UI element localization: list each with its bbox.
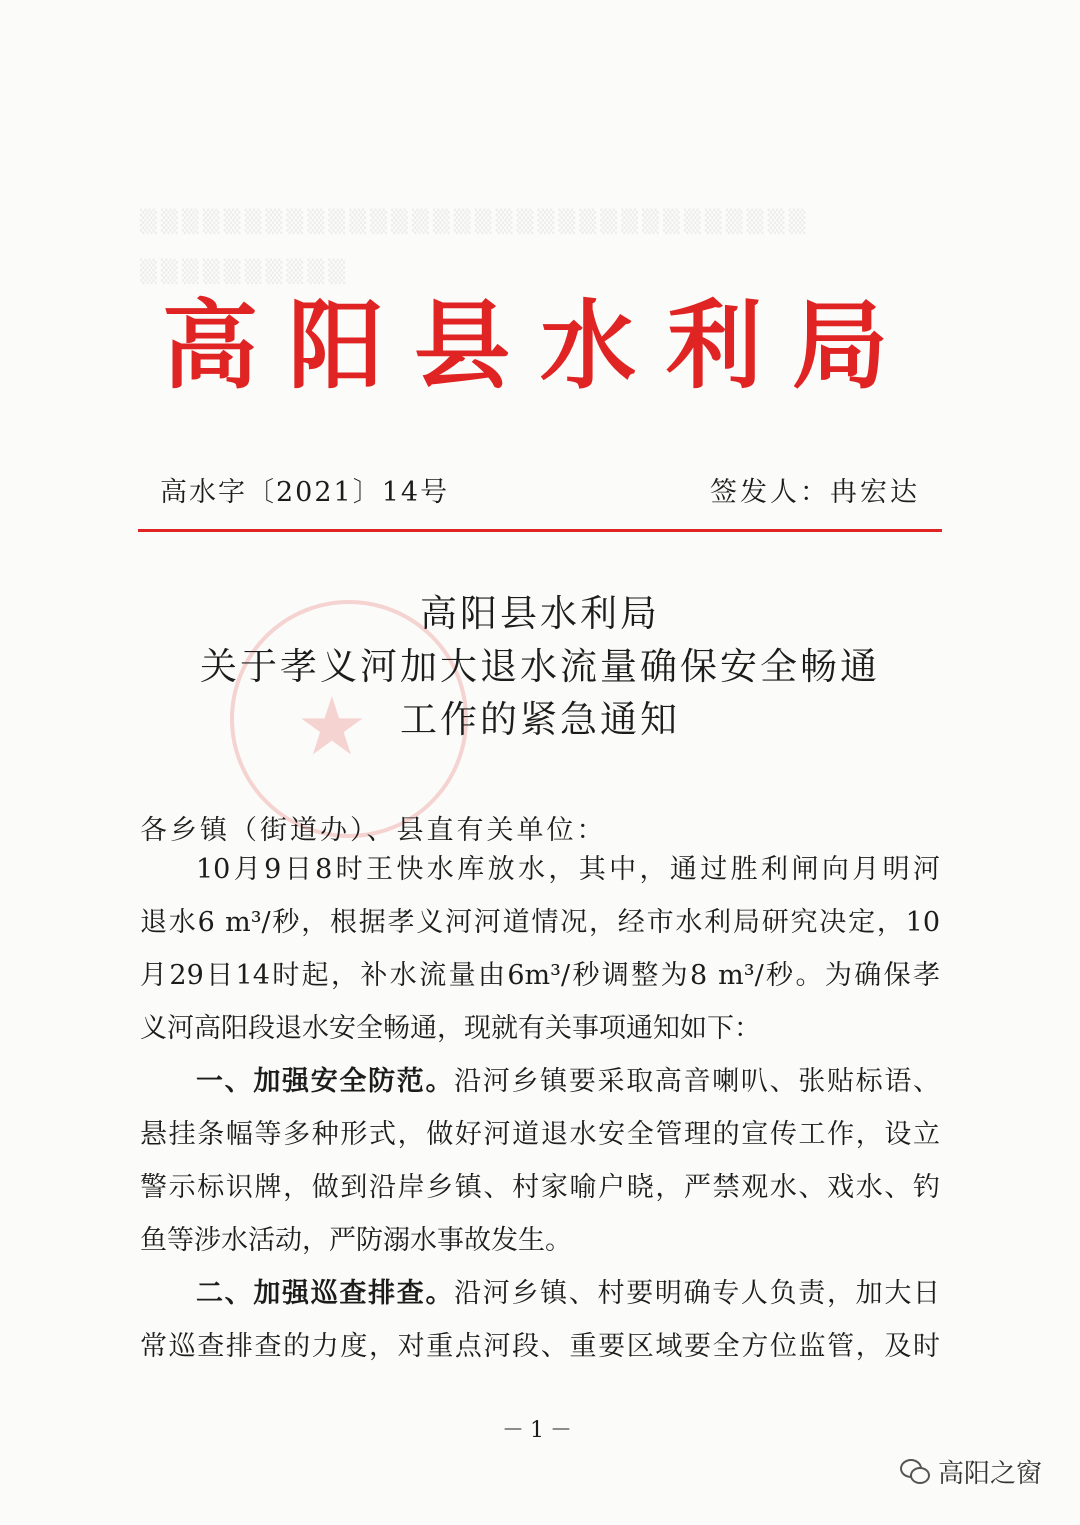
body-line: 警示标识牌，做到沿岸乡镇、村家喻户晓，严禁观水、戏水、钓 xyxy=(140,1172,940,1203)
document-title-line: 工作的紧急通知 xyxy=(400,698,680,741)
wechat-watermark xyxy=(900,1453,1042,1490)
masthead: 高阳县水利局 xyxy=(162,289,918,402)
salutation: 各乡镇（街道办）、县直有关单位： xyxy=(140,815,607,846)
section-heading: 二、加强巡查排查。 xyxy=(196,1278,455,1309)
document-title-line: 关于孝义河加大退水流量确保安全畅通 xyxy=(200,645,880,688)
red-divider xyxy=(138,529,942,532)
body-line xyxy=(196,1274,940,1314)
body-line: 10月9日8时王快水库放水，其中，通过胜利闸向月明河 xyxy=(196,854,940,885)
body-line xyxy=(196,1062,940,1102)
document-title-line: 高阳县水利局 xyxy=(420,592,660,635)
show-through-text: ▒▒▒▒▒▒▒▒▒▒ xyxy=(140,260,350,285)
body-line: 义河高阳段退水安全畅通，现就有关事项通知如下： xyxy=(140,1013,761,1044)
body-line: 退水6 m³/秒，根据孝义河河道情况，经市水利局研究决定，10 xyxy=(140,907,940,938)
body-line: 月29日14时起，补水流量由6m³/秒调整为8 m³/秒。为确保孝 xyxy=(140,960,940,991)
section-text: 沿河乡镇要采取高音喇叭、张贴标语、 xyxy=(454,1066,941,1097)
section-heading: 一、加强安全防范。 xyxy=(196,1066,455,1097)
document-number: 高水字〔2021〕14号 xyxy=(160,477,450,508)
wechat-icon xyxy=(900,1459,930,1485)
body-line: 悬挂条幅等多种形式，做好河道退水安全管理的宣传工作，设立 xyxy=(140,1119,940,1150)
watermark-text: 高阳之窗 xyxy=(937,1459,1042,1489)
show-through-text: ▒▒▒▒▒▒▒▒▒▒▒▒▒▒▒▒▒▒▒▒▒▒▒▒▒▒▒▒▒▒▒▒ xyxy=(140,210,810,235)
body-line: 常巡查排查的力度，对重点河段、重要区域要全方位监管，及时 xyxy=(140,1331,940,1362)
page-number: －1－ xyxy=(502,1418,578,1443)
body-line: 鱼等涉水活动，严防溺水事故发生。 xyxy=(140,1225,572,1256)
section-text: 沿河乡镇、村要明确专人负责，加大日 xyxy=(454,1278,941,1309)
issuer: 签发人：冉宏达 xyxy=(710,477,920,508)
seal-star-icon: ★ xyxy=(296,680,368,773)
